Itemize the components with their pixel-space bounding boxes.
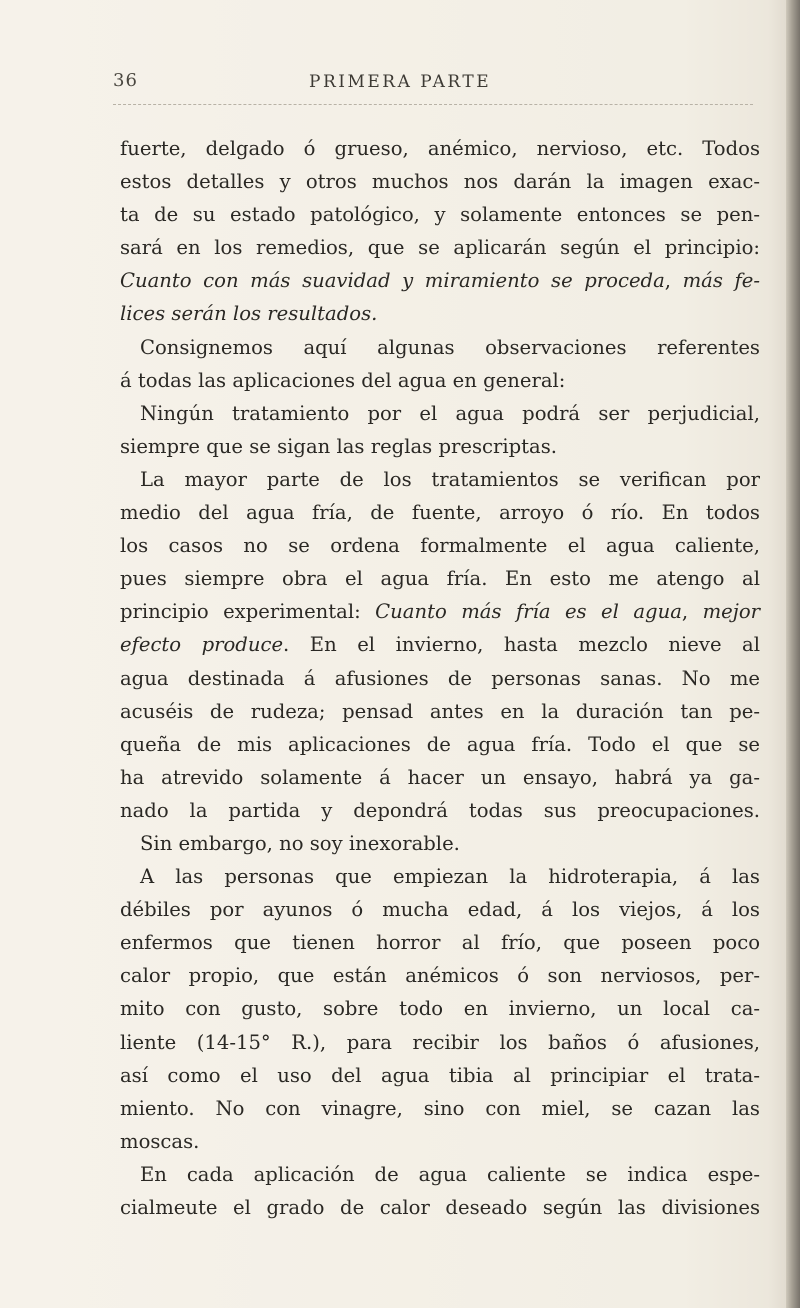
text-segment: , (664, 269, 683, 293)
text-segment: En cada aplicación de agua caliente se indica espe- (140, 1162, 760, 1186)
text-segment: principio experimental: (120, 600, 376, 624)
text-line (120, 496, 760, 529)
italic-text: más fe- (682, 269, 760, 293)
text-line (120, 728, 760, 761)
running-head: PRIMERA PARTE (309, 72, 492, 92)
text-line (120, 231, 760, 264)
text-line (120, 761, 760, 794)
text-line (120, 926, 760, 959)
text-segment: nado la partida y depondrá todas sus preocupaciones. (120, 798, 760, 822)
text-segment: á todas las aplicaciones del agua en general: (120, 368, 566, 392)
text-line (120, 430, 760, 463)
page-header (113, 64, 753, 104)
page-number: 36 (113, 70, 138, 91)
text-line (120, 297, 760, 330)
text-line (120, 1191, 760, 1224)
italic-text: Cuanto más fría es el agua (375, 600, 682, 624)
text-segment: moscas. (120, 1129, 200, 1153)
text-segment: , (681, 600, 703, 624)
text-segment: La mayor parte de los tratamientos se verifican por (140, 467, 760, 491)
text-line (120, 628, 760, 661)
text-line (120, 264, 760, 297)
text-line (120, 794, 760, 827)
text-line (120, 1059, 760, 1092)
page-edge-shadow (786, 0, 800, 1308)
text-segment: acuséis de rudeza; pensad antes en la duración tan pe- (120, 699, 760, 723)
text-line (120, 463, 760, 496)
text-line (120, 860, 760, 893)
text-segment: calor propio, que están anémicos ó son nerviosos, per- (120, 964, 760, 988)
text-line (120, 562, 760, 595)
body-text (120, 132, 760, 1224)
text-segment: débiles por ayunos ó mucha edad, á los viejos, á los (120, 898, 760, 922)
text-segment: pues siempre obra el agua fría. En esto me atengo al (120, 567, 760, 591)
text-segment: así como el uso del agua tibia al principiar el trata- (120, 1063, 760, 1087)
text-segment: medio del agua fría, de fuente, arroyo ó río. En todos (120, 501, 760, 525)
text-segment: fuerte, delgado ó grueso, anémico, nervioso, etc. Todos (120, 137, 760, 160)
text-line (120, 364, 760, 397)
text-segment: Consignemos aquí algunas observaciones referentes (140, 335, 760, 359)
text-line (120, 893, 760, 926)
italic-text: lices serán los resultados. (120, 302, 378, 326)
italic-text: efecto produce (120, 633, 284, 657)
text-line (120, 1125, 760, 1158)
italic-text: mejor (702, 600, 760, 624)
header-rule (113, 104, 753, 105)
text-segment: miento. No con vinagre, sino con miel, se cazan las (120, 1096, 760, 1120)
text-line (120, 992, 760, 1025)
text-line (120, 198, 760, 231)
text-segment: enfermos que tienen horror al frío, que poseen poco (120, 931, 760, 955)
text-line (120, 132, 760, 165)
text-line (120, 827, 760, 860)
text-segment: agua destinada á afusiones de personas sanas. No me (120, 666, 760, 690)
text-segment: liente (14-15° R.), para recibir los baños ó afusiones, (120, 1030, 760, 1054)
text-line (120, 397, 760, 430)
text-line (120, 1026, 760, 1059)
text-line (120, 529, 760, 562)
text-segment: A las personas que empiezan la hidroterapia, á las (140, 865, 760, 889)
text-line (120, 1158, 760, 1191)
text-segment: queña de mis aplicaciones de agua fría. Todo el que se (120, 732, 760, 756)
text-segment: estos detalles y otros muchos nos darán la imagen exac- (120, 170, 760, 194)
text-line (120, 165, 760, 198)
text-segment: ta de su estado patológico, y solamente entonces se pen- (120, 203, 760, 227)
text-segment: Ningún tratamiento por el agua podrá ser perjudicial, (140, 401, 760, 425)
text-line (120, 662, 760, 695)
text-line (120, 1092, 760, 1125)
text-segment: ha atrevido solamente á hacer un ensayo, habrá ya ga- (120, 765, 760, 789)
text-segment: Sin embargo, no soy inexorable. (140, 831, 460, 855)
text-line (120, 331, 760, 364)
text-segment: cialmeute el grado de calor deseado según las divisiones (120, 1196, 760, 1219)
text-segment: siempre que se sigan las reglas prescriptas. (120, 434, 558, 458)
text-line (120, 595, 760, 628)
text-segment: los casos no se ordena formalmente el agua caliente, (120, 534, 760, 558)
text-line (120, 695, 760, 728)
text-segment: sará en los remedios, que se aplicarán según el principio: (120, 236, 760, 260)
italic-text: Cuanto con más suavidad y miramiento se proceda (120, 269, 665, 293)
text-line (120, 959, 760, 992)
text-segment: mito con gusto, sobre todo en invierno, un local ca- (120, 997, 760, 1021)
text-segment: . En el invierno, hasta mezclo nieve al (283, 633, 760, 657)
